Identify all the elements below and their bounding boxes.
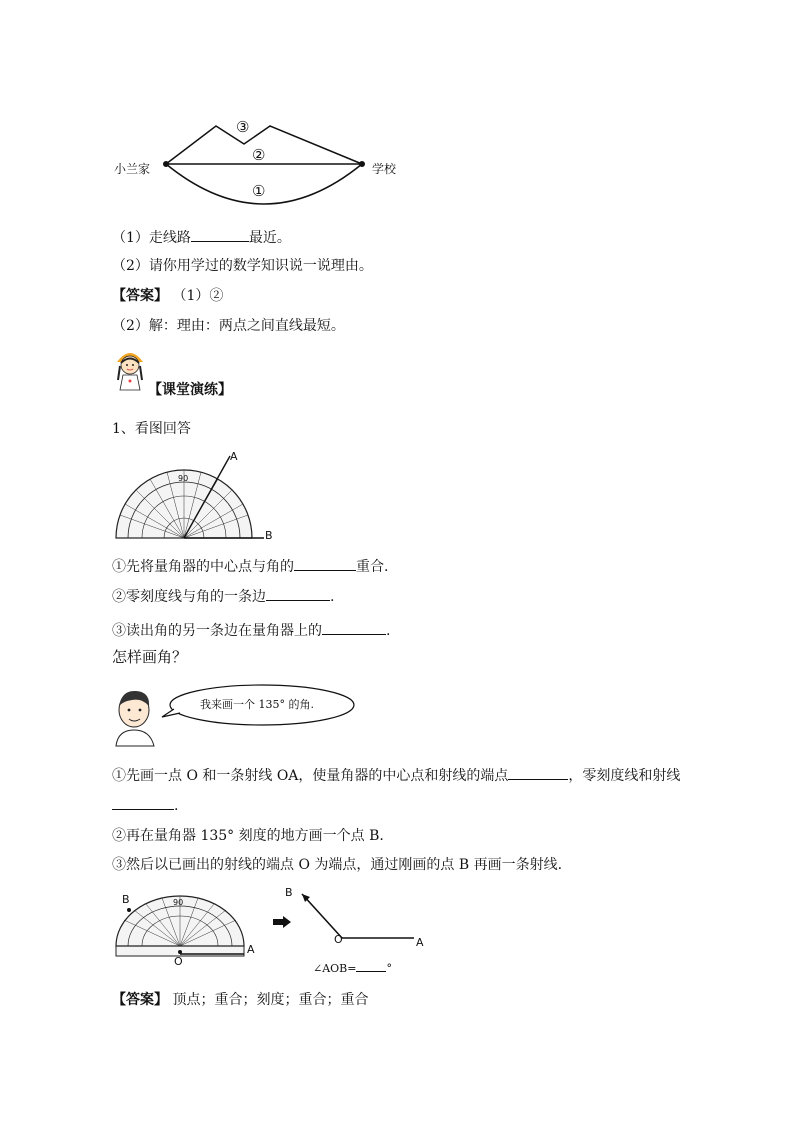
draw-step-3: ③然后以已画出的射线的端点 O 为端点，通过刚画的点 B 再画一条射线. [112, 857, 563, 873]
exercise-answer: 【答案】 顶点；重合；刻度；重合；重合 [112, 992, 369, 1008]
step-2: ②零刻度线与角的一条边 . [112, 585, 334, 607]
how-to-draw-heading: 怎样画角？ [112, 648, 188, 666]
answer-line-2: （2）解：理由：两点之间直线最短。 [112, 318, 345, 334]
route-2-label: ② [252, 146, 266, 164]
step-3: ③读出角的另一条边在量角器上的 . [112, 619, 390, 641]
protractor-label-b: B [265, 529, 273, 542]
draw-step-1-cont: . [112, 794, 178, 816]
protractor-mark-90: 90 [178, 474, 189, 483]
fig-label-a-left: A [247, 943, 255, 956]
fig-label-a-right: A [416, 936, 424, 949]
fig-label-b-left: B [122, 893, 130, 906]
exercise-heading: 1、看图回答 [112, 421, 191, 437]
angle-label: ∠AOB= ° [313, 962, 392, 975]
question-part1: （1）走线路 最近。 [112, 226, 291, 248]
step-1: ①先将量角器的中心点与角的 重合. [112, 555, 388, 577]
route-1-label: ① [252, 182, 266, 200]
question-part2: （2）请你用学过的数学知识说一说理由。 [112, 258, 373, 274]
fig-mark-90: 90 [173, 898, 184, 907]
home-label: 小兰家 [114, 162, 151, 176]
answer-line-1: 【答案】 （1）② [112, 288, 224, 304]
girl-cartoon-icon [113, 346, 147, 392]
fig-label-o-left: O [174, 955, 183, 968]
protractor-label-a: A [230, 450, 238, 463]
fig-label-b-right: B [285, 886, 293, 899]
speech-text: 我来画一个 135° 的角. [200, 698, 314, 711]
section-title: 【课堂演练】 [148, 382, 232, 398]
school-label: 学校 [372, 162, 397, 176]
protractor-figure-2 [112, 890, 262, 970]
draw-step-2: ②再在量角器 135° 刻度的地方画一个点 B. [112, 828, 384, 844]
route-3-label: ③ [236, 118, 250, 136]
fig-label-o-right: O [334, 933, 343, 946]
protractor-figure [112, 452, 277, 544]
arrow-right-icon [273, 916, 291, 928]
boy-cartoon-icon [112, 686, 160, 746]
draw-step-1: ①先画一点 O 和一条射线 OA，使量角器的中心点和射线的端点 ，零刻度线和射线 [112, 764, 680, 786]
